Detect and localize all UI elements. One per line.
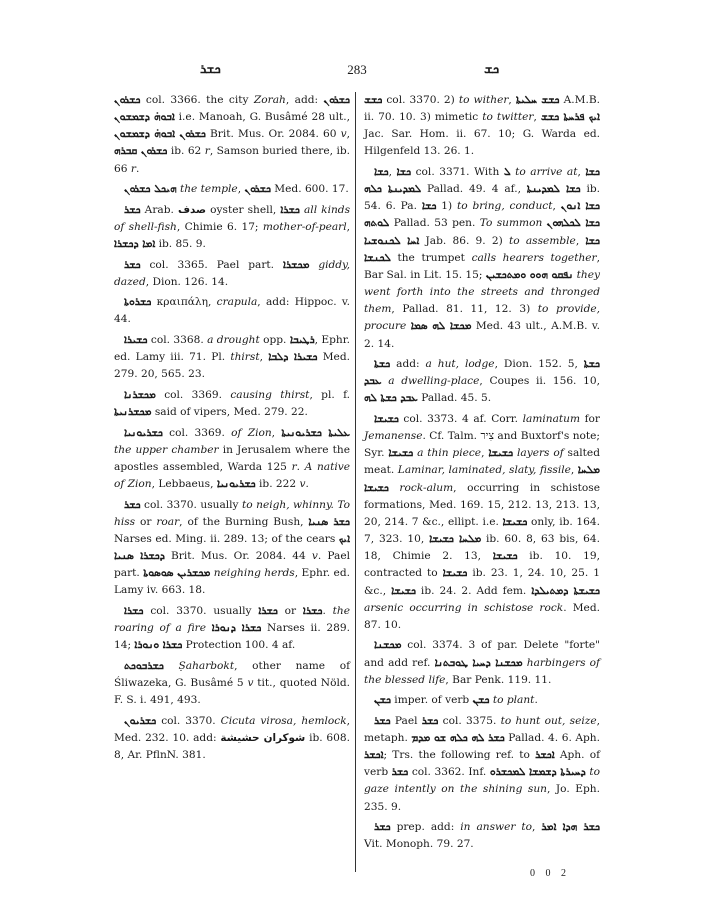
gloss-italic: to bring, conduct bbox=[457, 200, 553, 213]
entry-text: . Pael part. bbox=[114, 550, 350, 580]
entry-text: , bbox=[388, 166, 397, 179]
entry-text: ib. 85. 9. bbox=[155, 238, 206, 251]
entry-text: ib. 23. 1, 24. 10, 25. 1 &c., bbox=[364, 567, 600, 597]
gloss-italic: causing thirst bbox=[230, 388, 310, 401]
entry-text: , bbox=[346, 128, 350, 141]
syriac-text: ܐܝܟ ܦܪܚܬܐ ܟܫܫ bbox=[540, 111, 600, 124]
entry-text: , Bar Sal. in Lit. 15. 15; bbox=[364, 251, 600, 281]
entry-text: 1) bbox=[436, 200, 457, 213]
syriac-text: ܢܦܩܘ ܗܘܘ ܘܡܬܟܫܝܢ bbox=[485, 268, 574, 281]
entry-text: Pael bbox=[390, 714, 422, 727]
dictionary-entry bbox=[114, 257, 350, 291]
running-head-right: ܟܫ bbox=[484, 62, 500, 77]
entry-text: add: bbox=[390, 358, 426, 371]
syriac-text: ܟܫܪ bbox=[124, 258, 141, 271]
dictionary-entry bbox=[364, 637, 600, 688]
syriac-text: ܡܟܫܪܐ bbox=[282, 258, 310, 271]
entry-text: or bbox=[135, 515, 157, 528]
syriac-text: ܟܫܪܐ ܕܢܘܪܐ bbox=[211, 622, 262, 635]
gloss-italic: v bbox=[311, 550, 318, 563]
entry-text: , Coupes ii. 156. 10, bbox=[479, 375, 600, 388]
syriac-text: ܟܫܢ bbox=[374, 694, 391, 707]
entry-text: ib. 222 bbox=[255, 478, 300, 491]
entry-text: ib. 24. 2. Add fem. bbox=[415, 584, 532, 597]
entry-text: or bbox=[277, 604, 303, 617]
syriac-text: ܟܫܬܐ bbox=[374, 358, 391, 371]
entry-text: col. 3370. bbox=[156, 714, 221, 727]
syriac-text: ܡܟܫܢܐ ܕܚܝܐ ܛܘܒܬܢܐ bbox=[434, 656, 523, 669]
syriac-text: ܟܫܫ ܚܠܝܬܐ bbox=[515, 94, 560, 106]
entry-text: , bbox=[271, 426, 282, 439]
syriac-text: ܥܠܝܬܐ ܟܫܪܝܘܢܝܬܐ bbox=[281, 426, 350, 439]
gloss-italic: Laminar, laminated, slaty, fissile bbox=[397, 464, 571, 477]
entry-text: . bbox=[322, 604, 333, 617]
column-divider bbox=[355, 92, 356, 872]
gloss-italic: all kinds of shell-fish bbox=[114, 203, 351, 233]
syriac-text: ܡܟܫܢܐ bbox=[374, 639, 402, 652]
syriac-text: ܟܫܪ ܠܗ ܟܠܗ ܫܘ ܡܕܡ bbox=[411, 731, 505, 744]
gloss-italic: harbingers of the blessed life bbox=[364, 656, 600, 686]
syriac-text: ܐܝܟ ܕܟܫܪܐ ܣܢܝܐ bbox=[114, 532, 350, 563]
gloss-italic: to neigh, whinny. To hiss bbox=[114, 498, 350, 528]
entry-text: prep. add: bbox=[390, 821, 461, 834]
entry-text: , Samson buried there, ib. 66 bbox=[114, 145, 350, 175]
gloss-italic: to assemble bbox=[509, 234, 576, 247]
syriac-text: ܟܫܪܐ bbox=[258, 604, 278, 617]
syriac-text: ܟܫܪ bbox=[374, 821, 391, 834]
gloss-italic: neighing herds bbox=[213, 567, 295, 580]
gloss-italic: Ṣaharbokt bbox=[178, 659, 235, 672]
entry-text: col. 3375. bbox=[438, 714, 501, 727]
syriac-text: ܟܫܪܘܢ bbox=[114, 94, 141, 106]
entry-text: . bbox=[135, 162, 140, 175]
entry-text: , bbox=[237, 183, 245, 196]
entry-text: , Pallad. 81. 11, 12. 3) bbox=[391, 303, 538, 316]
gloss-italic: To summon bbox=[479, 217, 543, 230]
syriac-text: ܟܫܢ bbox=[472, 694, 490, 707]
entry-text: Med. 279. 20, 565. 23. bbox=[114, 351, 350, 381]
dictionary-entry bbox=[364, 356, 600, 407]
entry-text: Pallad. 45. 5. bbox=[417, 392, 492, 405]
entry-text: , add: Hippoc. v. 44. bbox=[114, 296, 350, 326]
left-column bbox=[114, 92, 350, 767]
entry-text: Aph. of verb bbox=[364, 749, 601, 779]
entry-text: ib. 608. 8, Ar. PflnN. 381. bbox=[114, 731, 350, 761]
syriac-text: ܟܫܪܝܘܢܝܐ bbox=[124, 426, 163, 439]
syriac-text: ܟܫܝܫܐ bbox=[374, 412, 399, 425]
syriac-text: ܟܫܬܐ ܥܒܕ bbox=[364, 358, 601, 388]
gloss-italic: to gaze intently on the shining sun bbox=[364, 766, 601, 796]
entry-text: Narses ed. Ming. ii. 289. 13; of the cears bbox=[114, 532, 339, 545]
syriac-text: ܡܟܫܪܢܐ bbox=[124, 388, 156, 401]
dictionary-entry bbox=[114, 202, 350, 253]
gloss-italic: v bbox=[299, 478, 306, 491]
syriac-text: ܟܫܐ ܐܢܘܢ ܠܘܬܗ bbox=[364, 200, 600, 230]
gloss-italic: laminatum bbox=[522, 412, 581, 425]
entry-text: , Dion. 152. 5, bbox=[494, 358, 584, 371]
entry-text: Med. 43 ult., A.M.B. v. 2. 14. bbox=[364, 320, 601, 350]
gloss-italic: thirst bbox=[230, 351, 260, 364]
entry-text: , bbox=[570, 464, 578, 477]
entry-text: salted meat. bbox=[364, 447, 600, 477]
entry-text: , pl. f. bbox=[309, 388, 350, 401]
syriac-text: ܠܡܟܫܪܘ bbox=[489, 766, 526, 779]
dictionary-entry bbox=[114, 387, 350, 421]
entry-text: , bbox=[508, 94, 516, 106]
syriac-text: ܟܫܝܪܐ ܕܠܒܐ bbox=[268, 351, 318, 364]
gloss-italic: Cicuta virosa, hemlock bbox=[220, 714, 347, 727]
dictionary-entry bbox=[114, 181, 350, 198]
syriac-text: ܟܫܝܫܐ bbox=[388, 447, 414, 460]
dictionary-entry bbox=[114, 497, 350, 600]
entry-text: only, ib. 164. 7, 323. 10, bbox=[364, 515, 600, 546]
entry-text: ib. 60. 8, 63 bis, 64. 18, Chimie 2. 13, bbox=[364, 533, 600, 563]
entry-text: col. 3374. 3 of par. Delete "forte" and add ref. bbox=[364, 639, 600, 669]
entry-text: , Lebbaeus, bbox=[151, 478, 217, 491]
entry-text: for bbox=[580, 412, 601, 425]
entry-text: , bbox=[532, 821, 542, 834]
entry-text: , Ephr. ed. Lamy iii. 71. Pl. bbox=[114, 333, 350, 364]
entry-text: , Bar Penk. 119. 11. bbox=[445, 673, 552, 686]
entry-text: oyster shell, bbox=[206, 203, 281, 216]
gloss-italic: a drought bbox=[207, 333, 260, 346]
gloss-italic: in answer to bbox=[460, 821, 533, 834]
entry-text: imper. of verb bbox=[390, 694, 473, 707]
entry-text: , metaph. bbox=[364, 714, 600, 744]
entry-text: . Med. 87. 10. bbox=[364, 601, 600, 631]
gloss-italic: to provide, procure bbox=[364, 303, 600, 333]
dictionary-entry bbox=[114, 425, 350, 494]
syriac-text: ܟܫܪ bbox=[391, 766, 409, 779]
entry-text bbox=[164, 660, 179, 672]
syriac-text: ܟܫܝܫܐ bbox=[488, 447, 514, 460]
dictionary-entry bbox=[114, 603, 350, 654]
syriac-text: ܠ bbox=[503, 166, 511, 179]
gloss-italic: Zorah bbox=[253, 94, 286, 106]
entry-text: Pallad. 4. 6. Aph. bbox=[504, 731, 600, 744]
syriac-text: ܟܫܪ bbox=[374, 714, 391, 727]
syriac-text: ܟܫܪܒܘܟܬ bbox=[124, 659, 164, 672]
gloss-italic: they went forth into the streets and thronged them bbox=[364, 268, 600, 316]
entry-text: Jac. Sar. Hom. ii. 67. 10; G. Warda ed. Hilgenfeld 13. 26. 1. bbox=[364, 128, 600, 158]
entry-text: , bbox=[575, 234, 586, 247]
entry-text bbox=[389, 482, 400, 494]
gloss-italic: of Zion bbox=[231, 426, 272, 439]
entry-text: col. 3365. Pael part. bbox=[140, 258, 283, 271]
entry-text: Brit. Mus. Or. 2084. 60 bbox=[205, 128, 341, 141]
entry-text: , bbox=[481, 447, 489, 460]
gloss-italic: layers of bbox=[517, 447, 564, 460]
dictionary-entry bbox=[114, 294, 350, 328]
entry-text: said of vipers, Med. 279. 22. bbox=[151, 406, 308, 418]
syriac-text: ܟܫܐ bbox=[396, 166, 412, 179]
syriac-text: ܟܫܐ ܠܡܕܝܢܬܐ bbox=[526, 183, 581, 196]
page-number: 283 bbox=[347, 62, 367, 77]
syriac-text: ܟܫܐ ܠܟܠܗܘܢ ܐܚܐ ܠܟܢܘܫܝܐ bbox=[364, 217, 601, 247]
entry-text: col. 3369. bbox=[162, 426, 232, 439]
syriac-text: ܟܫܐ bbox=[374, 166, 389, 179]
entry-text: , add: bbox=[285, 94, 324, 106]
syriac-text: ܡܟܫܐ ܠܗ ܣܡܐ bbox=[410, 320, 472, 333]
entry-text: col. 3371. With bbox=[411, 166, 504, 179]
syriac-text: ܟܫܪܝܘܢ bbox=[124, 714, 157, 727]
syriac-text: ܟܫܪܐ bbox=[124, 604, 144, 617]
syriac-text: ܐܡܐ ܕܟܫܪܐ bbox=[114, 238, 156, 251]
syriac-text: ܟܫܐ ܠܟܢܫܐ bbox=[364, 234, 600, 264]
entry-text: . bbox=[534, 694, 538, 707]
entry-text: , bbox=[259, 351, 269, 364]
entry-text: Pallad. 49. 4 af., bbox=[421, 183, 527, 196]
entry-text: , Dion. 126. 14. bbox=[145, 275, 229, 288]
entry-text: col. 3370. 2) bbox=[382, 94, 459, 106]
running-head-left: ܟܫܪ bbox=[200, 62, 221, 77]
entry-text: Brit. Mus. Or. 2084. 44 bbox=[164, 550, 312, 563]
syriac-text: ܟܫܪܝܘܢܝܐ bbox=[216, 478, 256, 491]
entry-text: Jab. 86. 9. 2) bbox=[419, 234, 509, 247]
gloss-italic: a dwelling-place bbox=[388, 375, 480, 388]
entry-text: , Ephr. ed. Lamy iv. 663. 18. bbox=[114, 567, 350, 597]
syriac-text: ܟܫܪܘܢ ܩܒܪܗ bbox=[114, 145, 168, 158]
entry-text: , occurring in schistose formations, Med. 169. 15, 212. 13, 213. 13, 20, 214. 7 &c., ellipt. i.e. bbox=[364, 481, 600, 528]
entry-text: Med. 600. 17. bbox=[270, 183, 349, 196]
dictionary-entry bbox=[364, 819, 600, 853]
syriac-text: ܡܠܚܐ ܟܫܝܫܐ bbox=[429, 533, 482, 546]
syriac-text: شوكران حشيشة bbox=[220, 731, 306, 744]
entry-text: , bbox=[533, 111, 541, 124]
entry-text: ib. 10. 19, contracted to bbox=[364, 550, 600, 580]
dictionary-entry bbox=[114, 92, 350, 178]
entry-text: , of the Burning Bush, bbox=[179, 515, 309, 528]
entry-text: Vit. Monoph. 79. 27. bbox=[364, 838, 474, 851]
entry-text: opp. bbox=[259, 333, 290, 346]
syriac-text: ܟܫܪ bbox=[421, 714, 439, 727]
gloss-italic: the temple bbox=[179, 183, 238, 196]
syriac-text: ܟܫܝܫܐ bbox=[502, 515, 528, 528]
entry-text: Protection 100. 4 af. bbox=[182, 639, 296, 652]
syriac-text: ܡܠܚܐ ܟܫܝܫܐ bbox=[364, 464, 600, 494]
gloss-italic: arsenic occurring in schistose rock bbox=[364, 601, 564, 614]
gloss-italic: to twitter bbox=[482, 111, 534, 124]
entry-text: i.e. Manoah, G. Busâmé 28 ult., bbox=[174, 111, 350, 124]
entry-text: Narses ii. 289. 14; bbox=[114, 622, 350, 652]
entry-text: . bbox=[305, 478, 309, 491]
entry-text: col. 3368. bbox=[147, 333, 208, 346]
gloss-italic: a thin piece bbox=[417, 447, 482, 460]
syriac-text: ܟܫܪܐ bbox=[302, 604, 323, 617]
entry-text: κραιπάλη, bbox=[151, 296, 217, 309]
entry-text: , bbox=[577, 166, 586, 179]
entry-text: col. 3369. bbox=[155, 388, 231, 401]
gloss-italic: to hunt out, seize bbox=[500, 714, 597, 727]
syriac-text: ܟܫܫ bbox=[364, 94, 383, 106]
entry-text: Arab. bbox=[140, 203, 178, 216]
entry-text: col. 3370. usually bbox=[140, 498, 243, 511]
entry-text: A.M.B. ii. 70. 10. 3) mimetic bbox=[364, 94, 600, 124]
syriac-text: ܟܫܝܫܐ bbox=[442, 567, 468, 580]
entry-text: ib. 54. 6. Pa. bbox=[364, 183, 601, 213]
entry-text: col. 3362. Inf. bbox=[408, 766, 490, 779]
entry-text: , Chimie 6. 17; bbox=[176, 220, 263, 233]
syriac-text: ܟܫܪܐ bbox=[280, 203, 300, 216]
gloss-italic: crapula bbox=[216, 296, 258, 309]
entry-text: , bbox=[346, 220, 350, 233]
entry-text: , Med. 232. 10. add: bbox=[114, 714, 351, 744]
gloss-italic: calls hearers together bbox=[471, 251, 597, 264]
syriac-text: ܡܟܫܪܢܝܬܐ bbox=[114, 406, 152, 418]
gloss-italic: to arrive at bbox=[515, 166, 578, 179]
gloss-italic: Jemanense bbox=[364, 430, 423, 443]
gloss-italic: a hut, lodge bbox=[425, 358, 495, 371]
syriac-text: ܟܫܪ ܗܕܐ ܐܡܪ bbox=[541, 821, 600, 834]
syriac-text: ܟܫܝܫܐ bbox=[391, 584, 416, 597]
dictionary-entry bbox=[114, 713, 350, 764]
gloss-italic: v bbox=[247, 676, 254, 689]
syriac-text: ܟܫܪ bbox=[124, 203, 141, 216]
entry-text: Pallad. 53 pen. bbox=[389, 217, 480, 230]
entry-text: tit., quoted Nöld. F. S. i. 491, 493. bbox=[114, 676, 350, 707]
dictionary-entry bbox=[364, 92, 600, 161]
syriac-text: ܟܫܐ bbox=[421, 200, 437, 213]
gloss-italic: A native of Zion bbox=[114, 460, 350, 491]
dictionary-entry bbox=[114, 332, 350, 383]
syriac-text: ܟܫܪܘܢ ܐܒܘܗ̇ ܕܫܡܫܘܢ bbox=[114, 128, 206, 141]
entry-text: ib. 62 bbox=[167, 145, 205, 158]
dictionary-entry bbox=[364, 713, 600, 816]
gloss-italic: v bbox=[340, 128, 347, 141]
gloss-italic: r bbox=[204, 145, 210, 158]
gloss-italic: to plant bbox=[492, 694, 535, 707]
entry-text: col. 3370. usually bbox=[143, 604, 259, 617]
syriac-text: ܟܫܪܘܢ bbox=[244, 183, 271, 196]
syriac-text: ܟܫܝܫܐ bbox=[492, 550, 518, 563]
gloss-italic: giddy, dazed bbox=[114, 258, 350, 288]
gloss-italic: the upper chamber bbox=[114, 443, 219, 456]
syriac-text: ܐܟܫܪ bbox=[535, 749, 555, 762]
syriac-text: ܐܟܫܪ bbox=[364, 749, 384, 762]
footer-mark: 0 0 2 bbox=[530, 868, 570, 879]
syriac-text: ܡܟܫܪܝܢ ܣܘܣܘܬܐ bbox=[143, 567, 211, 580]
dictionary-entry bbox=[364, 411, 600, 634]
syriac-text: ܟܫܐ ܠܡܕܝܢܬܐ ܟܠܗ bbox=[364, 166, 600, 196]
syriac-text: ܗܝܟܠ ܟܫܪܘܢ bbox=[124, 183, 177, 196]
gloss-italic: the roaring of a fire bbox=[114, 604, 350, 635]
entry-text: col. 3373. 4 af. Corr. bbox=[398, 412, 523, 425]
entry-text: . bbox=[296, 460, 305, 473]
syriac-text: ܟܫܪܘܢ ܐܒܘܗ̇ ܕܫܡܫܘܢ bbox=[114, 94, 350, 124]
right-column bbox=[364, 92, 600, 857]
syriac-text: ܟܫܪ bbox=[124, 498, 141, 511]
gloss-italic: rock-alum bbox=[399, 481, 454, 494]
entry-text: . Cf. Talm. צִיר and Buxtorf's note; Syr. bbox=[364, 430, 600, 460]
entry-text: col. 3366. the city bbox=[140, 94, 254, 106]
entry-text: in Jerusalem where the apostles assembled, Warda 125 bbox=[114, 443, 350, 473]
syriac-text: ܥܒܕ ܟܫܬܐ ܠܗ bbox=[364, 392, 418, 405]
dictionary-entry bbox=[364, 692, 600, 709]
dictionary-entry bbox=[114, 658, 350, 709]
gloss-italic: roar bbox=[156, 515, 180, 528]
syriac-text: ܟܫܝܫܬܐ ܕܡܬܝܠܕܐ bbox=[531, 584, 601, 597]
entry-text: , bbox=[552, 200, 561, 213]
entry-text: , other name of Śliwazeka, G. Busâmé 5 bbox=[114, 659, 351, 689]
syriac-text: ܕܚܝܪܬܐ ܕܫܡܫܐ bbox=[529, 766, 586, 779]
entry-text: , Jo. Eph. 235. 9. bbox=[364, 783, 600, 813]
syriac-text: ܟܫܪ ܣܢܝܐ bbox=[308, 515, 350, 528]
syriac-text: ܟܫܪܐ ܘܢܘܪܐ bbox=[134, 639, 183, 652]
gloss-italic: to wither bbox=[458, 94, 509, 106]
gloss-italic: mother-of-pearl bbox=[262, 220, 347, 233]
dictionary-entry bbox=[364, 164, 600, 353]
syriac-text: ܟܫܪܘܬܐ bbox=[124, 296, 152, 309]
gloss-italic: r bbox=[130, 162, 136, 175]
gloss-italic: r bbox=[291, 460, 297, 473]
entry-text bbox=[309, 259, 318, 271]
syriac-text: صدف bbox=[177, 203, 207, 216]
syriac-text: ܟܫܝܪܐ bbox=[124, 333, 148, 346]
syriac-text: ܪܛܝܒܐ bbox=[289, 333, 315, 346]
entry-text: ; Trs. the following ref. to bbox=[383, 749, 536, 762]
entry-text: the trumpet bbox=[390, 251, 472, 264]
